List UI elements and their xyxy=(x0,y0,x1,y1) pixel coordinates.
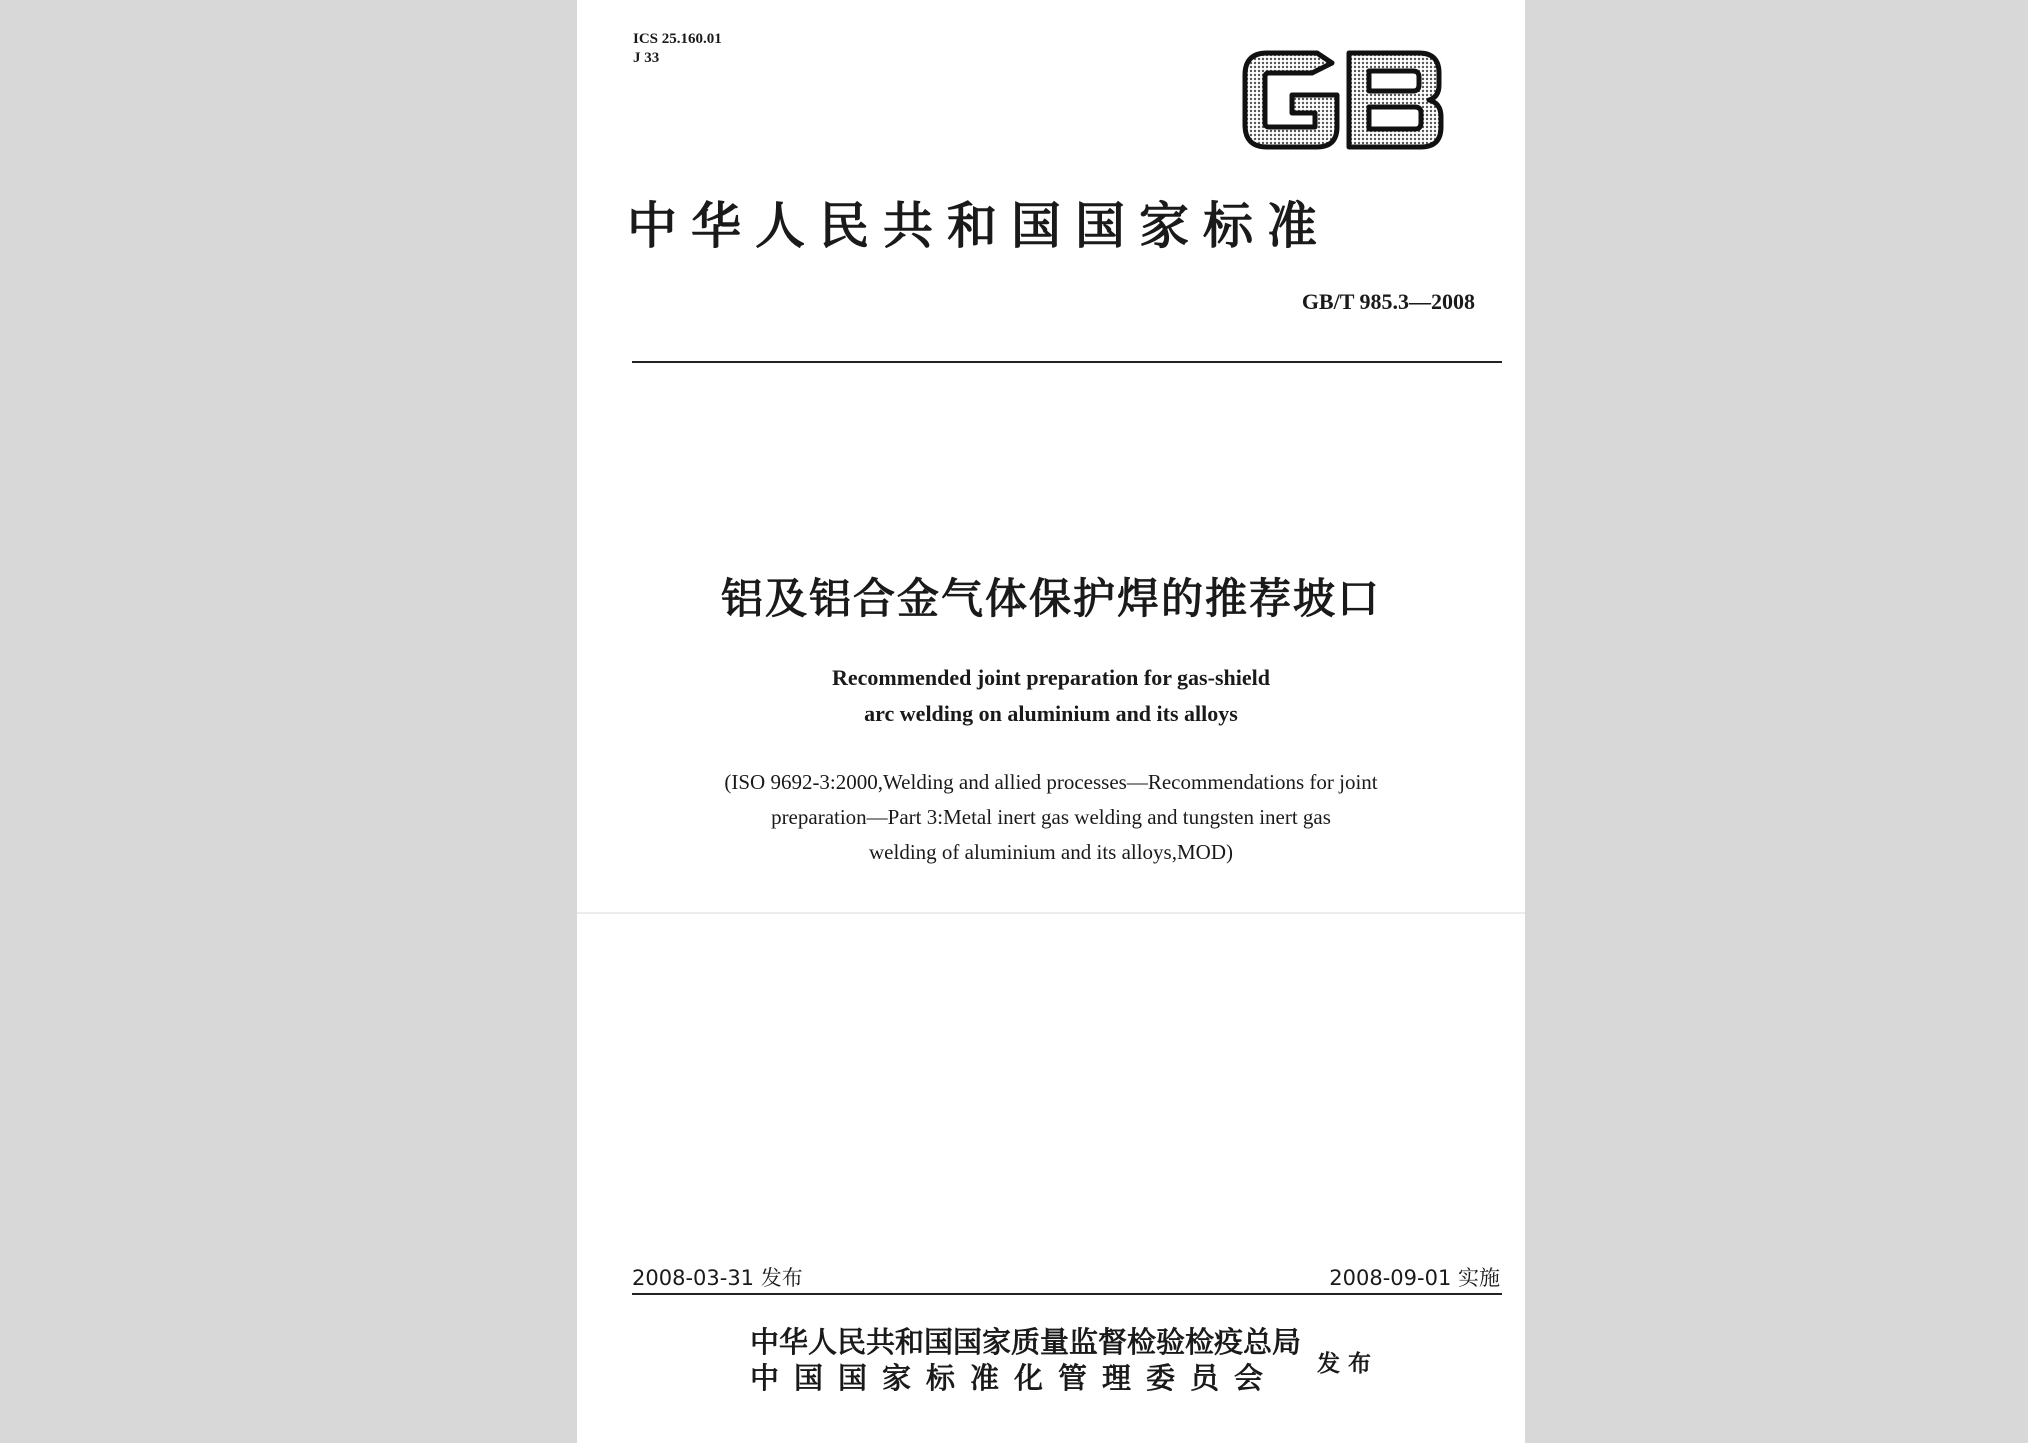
english-title-line-1: Recommended joint preparation for gas-shield xyxy=(832,665,1270,690)
publisher-aqsiq: 中华人民共和国国家质量监督检验检疫总局 xyxy=(750,1325,1302,1359)
iso-reference xyxy=(577,765,1525,870)
publisher-sac: 中国国家标准化管理委员会 xyxy=(750,1361,1279,1395)
iso-reference-line-3: welding of aluminium and its alloys,MOD) xyxy=(869,840,1233,864)
standard-number: GB/T 985.3—2008 xyxy=(1301,289,1475,314)
ics-code: ICS 25.160.01 xyxy=(633,31,722,47)
ccs-code: J 33 xyxy=(633,50,660,66)
iso-reference-line-1: (ISO 9692-3:2000,Welding and allied processes—Recommendations for joint xyxy=(724,770,1378,794)
country-standard-heading: 中华人民共和国国家标准 xyxy=(627,197,1331,255)
publishers-block xyxy=(750,1324,1301,1396)
english-title xyxy=(577,660,1525,732)
implementation-date: 2008-09-01 实施 xyxy=(1329,1266,1500,1290)
issue-date: 2008-03-31 发布 xyxy=(632,1266,803,1290)
scan-fold-line xyxy=(577,912,1525,914)
chinese-title: 铝及铝合金气体保护焊的推荐坡口 xyxy=(720,574,1381,623)
document-page xyxy=(577,0,1525,1443)
english-title-line-2: arc welding on aluminium and its alloys xyxy=(864,701,1238,726)
publish-label: 发布 xyxy=(1317,1350,1379,1377)
top-divider xyxy=(632,361,1502,363)
bottom-divider xyxy=(632,1293,1502,1295)
iso-reference-line-2: preparation—Part 3:Metal inert gas welding and tungsten inert gas xyxy=(771,805,1331,829)
gb-logo xyxy=(1237,45,1447,155)
classification-codes xyxy=(633,30,722,68)
